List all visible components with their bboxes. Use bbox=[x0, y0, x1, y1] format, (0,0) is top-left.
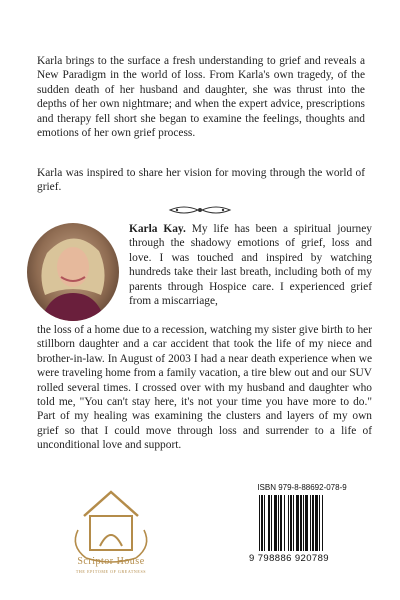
ornament-divider-icon bbox=[168, 204, 232, 216]
author-bio-beside-photo bbox=[129, 222, 372, 308]
publisher-tagline: THE EPITOME OF GREATNESS bbox=[75, 569, 147, 574]
publisher-name: Scriptor House bbox=[77, 556, 145, 567]
barcode-digits: 9 798886 920789 bbox=[249, 553, 329, 564]
barcode-bars-icon bbox=[259, 495, 345, 551]
blurb-paragraph-1: Karla brings to the surface a fresh understanding to grief and reveals a New Paradigm in the world of loss. From Karla's own tragedy, of the sudden death of her husband and daughter, she was thrust into the depths of her own nightmare; and when the expert advice, prescriptions and therapy fell short she began to examine the feelings, thoughts and emotions of her own grief process. bbox=[37, 55, 365, 140]
author-bio-full-width: the loss of a home due to a recession, watching my sister give birth to her stillborn daughter and a car accident that took the life of my niece and brother-in-law. In August of 2003 I had a near death experience when we were traveling home from a family vacation, a tire blew out and our SUV rolled several times. I crossed over with my husband and daughter who told me, "You can't stay here, it's not your time you have more to do." Part of my healing was examining the clusters and layers of my own grief so that I could move through loss and surrender to a life of unconditional love and support. bbox=[37, 324, 372, 452]
author-bio-text-1: My life has been a spiritual journey through the shadowy emotions of grief, loss and love. I was touched and inspired by watching hundreds take their last breath, including both of my parents through Hospice care. I experienced grief from a miscarriage, bbox=[129, 223, 372, 308]
author-name: Karla Kay. bbox=[129, 223, 186, 235]
blurb-paragraph-2: Karla was inspired to share her vision for moving through the world of grief. bbox=[37, 167, 365, 194]
isbn-label: ISBN 979-8-88692-078-9 bbox=[257, 483, 347, 492]
barcode-block bbox=[247, 475, 357, 570]
author-photo bbox=[27, 223, 119, 321]
